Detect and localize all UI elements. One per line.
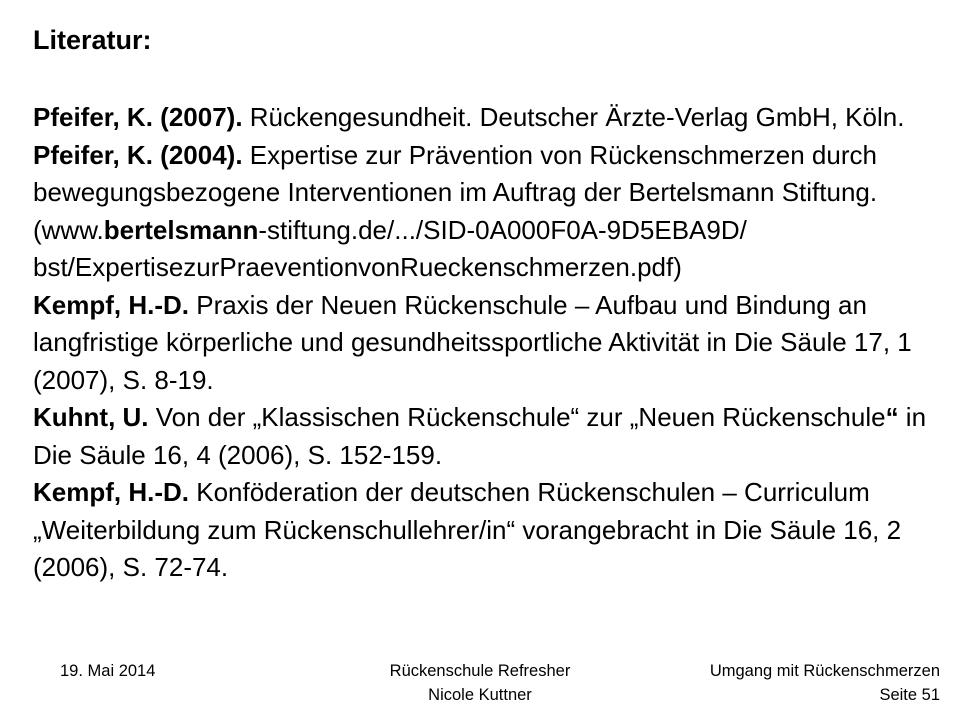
footer-author: Nicole Kuttner: [428, 686, 532, 704]
reference-author: Pfeifer, K. (2004).: [33, 139, 243, 170]
reference-text: Praxis der Neuen Rückenschule – Aufbau und Bindung an langfristige körperliche und gesundheitssportliche Aktivität in Die Säule 17, 1 (2007), S. 8-19.: [33, 289, 912, 395]
reference-item: [33, 399, 933, 474]
reference-quote-mark: “: [885, 402, 899, 432]
reference-text: Expertise zur Prävention von Rückenschmerzen durch bewegungsbezogene Interventionen im Auftrag der Bertelsmann Stiftung. (www.: [33, 139, 878, 245]
footer-course-title: Rückenschule Refresher: [389, 662, 571, 680]
reference-text: in Die Säule 16, 4 (2006), S. 152-159.: [33, 402, 927, 470]
reference-text: Rückengesundheit. Deutscher Ärzte-Verlag GmbH, Köln.: [242, 102, 905, 132]
reference-item: [33, 99, 933, 137]
reference-text: Von der „Klassischen Rückenschule“ zur „Neuen Rückenschule: [148, 402, 886, 432]
footer-page-number: Seite 51: [879, 686, 940, 704]
reference-text: -stiftung.de/.../SID-0A000F0A-9D5EBA9D/ bst/ExpertisezurPraeventionvonRueckenschmerzen.pdf): [33, 214, 747, 282]
footer-topic-info: [640, 659, 940, 707]
reference-author: Kempf, H.-D.: [33, 289, 189, 320]
footer-date: 19. Mai 2014: [60, 662, 156, 680]
footer-course-info: [330, 659, 630, 707]
reference-item: [33, 287, 933, 400]
footer-topic: Umgang mit Rückenschmerzen: [709, 662, 940, 680]
reference-item: [33, 474, 933, 587]
reference-author: Pfeifer, K. (2007).: [33, 102, 243, 132]
reference-url-highlight: bertelsmann: [103, 214, 259, 245]
page-title: Literatur:: [33, 25, 152, 55]
reference-item: [33, 137, 933, 287]
reference-text: Konföderation der deutschen Rückenschulen – Curriculum „Weiterbildung zum Rückenschullehrer/in“ vorangebracht in Die Säule 16, 2 (2006), S. 72-74.: [33, 477, 902, 582]
reference-author: Kempf, H.-D.: [33, 477, 189, 507]
reference-list: [33, 99, 933, 587]
reference-author: Kuhnt, U.: [33, 402, 149, 432]
